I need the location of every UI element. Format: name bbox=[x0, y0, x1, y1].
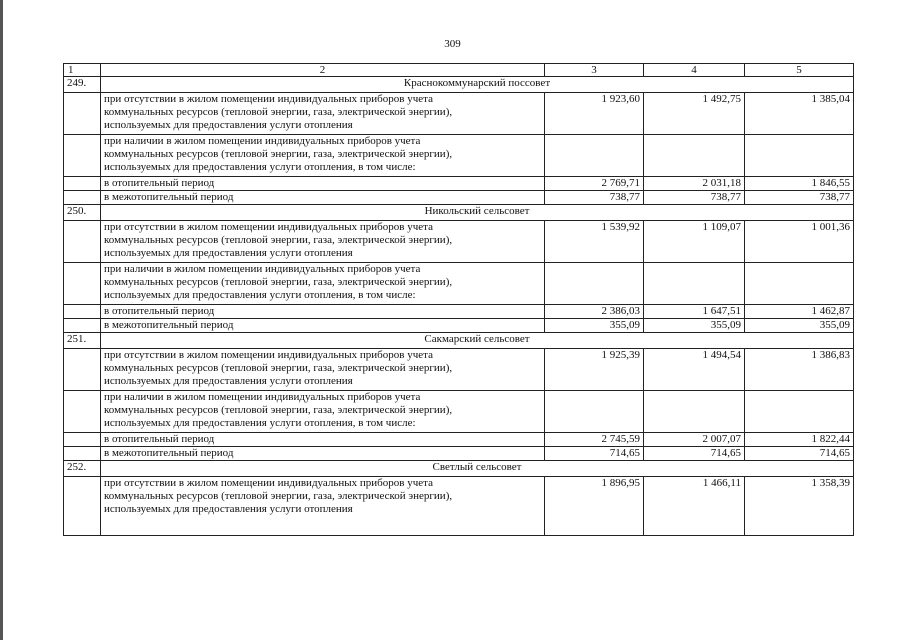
value-cell-v4: 355,09 bbox=[644, 319, 745, 333]
value-cell-v5: 1 358,39 bbox=[745, 477, 854, 536]
description-line: коммунальных ресурсов (тепловой энергии, газа, электрической энергии), bbox=[104, 276, 453, 289]
value-cell-v5: 1 846,55 bbox=[745, 177, 854, 191]
header-cell: 2 bbox=[101, 64, 545, 77]
description-line: в межотопительный период bbox=[104, 191, 234, 203]
index-cell bbox=[64, 433, 101, 447]
value-cell-v5: 1 386,83 bbox=[745, 349, 854, 391]
data-row bbox=[64, 433, 854, 447]
header-cell: 1 bbox=[64, 64, 101, 77]
index-cell bbox=[64, 177, 101, 191]
data-row bbox=[64, 221, 854, 263]
index-cell bbox=[64, 135, 101, 177]
data-row bbox=[64, 305, 854, 319]
value-cell-v5: 1 822,44 bbox=[745, 433, 854, 447]
description-line: при отсутствии в жилом помещении индивидуальных приборов учета bbox=[104, 221, 433, 233]
description-line: используемых для предоставления услуги отопления bbox=[104, 247, 353, 260]
value-cell-v3 bbox=[545, 135, 644, 177]
description-line: в межотопительный период bbox=[104, 319, 234, 331]
description-line: используемых для предоставления услуги отопления, в том числе: bbox=[104, 289, 416, 302]
section-index: 251. bbox=[64, 333, 101, 349]
description-cell bbox=[101, 93, 545, 135]
description-cell bbox=[101, 221, 545, 263]
description-line: коммунальных ресурсов (тепловой энергии, газа, электрической энергии), bbox=[104, 234, 453, 247]
data-row bbox=[64, 391, 854, 433]
data-row bbox=[64, 319, 854, 333]
value-cell-v3: 1 923,60 bbox=[545, 93, 644, 135]
description-cell bbox=[101, 135, 545, 177]
description-line: при отсутствии в жилом помещении индивидуальных приборов учета bbox=[104, 477, 433, 489]
value-cell-v5: 1 385,04 bbox=[745, 93, 854, 135]
description-line: используемых для предоставления услуги отопления bbox=[104, 375, 353, 388]
section-row bbox=[64, 461, 854, 477]
data-row bbox=[64, 477, 854, 536]
value-cell-v4: 1 466,11 bbox=[644, 477, 745, 536]
section-row bbox=[64, 205, 854, 221]
description-cell bbox=[101, 349, 545, 391]
description-line: при наличии в жилом помещении индивидуальных приборов учета bbox=[104, 263, 421, 275]
value-cell-v3: 2 769,71 bbox=[545, 177, 644, 191]
description-cell bbox=[101, 433, 545, 447]
section-row bbox=[64, 333, 854, 349]
value-cell-v4: 2 031,18 bbox=[644, 177, 745, 191]
value-cell-v3: 2 386,03 bbox=[545, 305, 644, 319]
header-cell: 3 bbox=[545, 64, 644, 77]
description-line: используемых для предоставления услуги отопления, в том числе: bbox=[104, 161, 416, 174]
description-line: используемых для предоставления услуги отопления, в том числе: bbox=[104, 417, 416, 430]
description-cell bbox=[101, 191, 545, 205]
section-index: 249. bbox=[64, 77, 101, 93]
value-cell-v5: 738,77 bbox=[745, 191, 854, 205]
data-row bbox=[64, 191, 854, 205]
description-line: при отсутствии в жилом помещении индивидуальных приборов учета bbox=[104, 349, 433, 361]
data-row bbox=[64, 135, 854, 177]
section-title: Никольский сельсовет bbox=[101, 205, 854, 221]
value-cell-v4 bbox=[644, 263, 745, 305]
value-cell-v3: 2 745,59 bbox=[545, 433, 644, 447]
index-cell bbox=[64, 221, 101, 263]
index-cell bbox=[64, 93, 101, 135]
value-cell-v5: 714,65 bbox=[745, 447, 854, 461]
index-cell bbox=[64, 191, 101, 205]
description-line: коммунальных ресурсов (тепловой энергии, газа, электрической энергии), bbox=[104, 490, 453, 503]
section-title: Краснокоммунарский поссовет bbox=[101, 77, 854, 93]
description-line: в межотопительный период bbox=[104, 447, 234, 459]
value-cell-v4: 1 492,75 bbox=[644, 93, 745, 135]
value-cell-v3: 1 925,39 bbox=[545, 349, 644, 391]
section-title: Сакмарский сельсовет bbox=[101, 333, 854, 349]
description-cell bbox=[101, 319, 545, 333]
description-line: коммунальных ресурсов (тепловой энергии, газа, электрической энергии), bbox=[104, 362, 453, 375]
data-row bbox=[64, 447, 854, 461]
value-cell-v4: 1 494,54 bbox=[644, 349, 745, 391]
index-cell bbox=[64, 447, 101, 461]
description-line: коммунальных ресурсов (тепловой энергии, газа, электрической энергии), bbox=[104, 106, 453, 119]
header-cell: 5 bbox=[745, 64, 854, 77]
description-line: используемых для предоставления услуги отопления bbox=[104, 503, 353, 516]
description-cell bbox=[101, 447, 545, 461]
description-line: используемых для предоставления услуги отопления bbox=[104, 119, 353, 132]
value-cell-v5 bbox=[745, 391, 854, 433]
description-line: в отопительный период bbox=[104, 433, 215, 445]
description-cell bbox=[101, 391, 545, 433]
index-cell bbox=[64, 349, 101, 391]
value-cell-v3: 714,65 bbox=[545, 447, 644, 461]
value-cell-v5 bbox=[745, 135, 854, 177]
value-cell-v5 bbox=[745, 263, 854, 305]
value-cell-v4 bbox=[644, 391, 745, 433]
scan-edge bbox=[0, 0, 3, 640]
value-cell-v3: 738,77 bbox=[545, 191, 644, 205]
tariff-table bbox=[63, 63, 854, 536]
data-row bbox=[64, 349, 854, 391]
description-cell bbox=[101, 177, 545, 191]
value-cell-v5: 355,09 bbox=[745, 319, 854, 333]
value-cell-v4: 738,77 bbox=[644, 191, 745, 205]
header-cell: 4 bbox=[644, 64, 745, 77]
index-cell bbox=[64, 263, 101, 305]
value-cell-v3: 1 539,92 bbox=[545, 221, 644, 263]
value-cell-v4: 1 109,07 bbox=[644, 221, 745, 263]
section-index: 250. bbox=[64, 205, 101, 221]
value-cell-v3 bbox=[545, 263, 644, 305]
value-cell-v4 bbox=[644, 135, 745, 177]
value-cell-v3: 355,09 bbox=[545, 319, 644, 333]
description-cell bbox=[101, 477, 545, 536]
description-cell bbox=[101, 305, 545, 319]
description-line: коммунальных ресурсов (тепловой энергии, газа, электрической энергии), bbox=[104, 404, 453, 417]
description-line: в отопительный период bbox=[104, 305, 215, 317]
value-cell-v4: 2 007,07 bbox=[644, 433, 745, 447]
description-cell bbox=[101, 263, 545, 305]
value-cell-v3: 1 896,95 bbox=[545, 477, 644, 536]
description-line: в отопительный период bbox=[104, 177, 215, 189]
page-number: 309 bbox=[444, 38, 461, 50]
data-row bbox=[64, 93, 854, 135]
description-line: при наличии в жилом помещении индивидуальных приборов учета bbox=[104, 391, 421, 403]
data-row bbox=[64, 263, 854, 305]
section-title: Светлый сельсовет bbox=[101, 461, 854, 477]
index-cell bbox=[64, 391, 101, 433]
data-row bbox=[64, 177, 854, 191]
value-cell-v4: 714,65 bbox=[644, 447, 745, 461]
value-cell-v5: 1 462,87 bbox=[745, 305, 854, 319]
description-line: при отсутствии в жилом помещении индивидуальных приборов учета bbox=[104, 93, 433, 105]
value-cell-v5: 1 001,36 bbox=[745, 221, 854, 263]
header-row bbox=[64, 64, 854, 77]
value-cell-v3 bbox=[545, 391, 644, 433]
description-line: при наличии в жилом помещении индивидуальных приборов учета bbox=[104, 135, 421, 147]
index-cell bbox=[64, 477, 101, 536]
section-index: 252. bbox=[64, 461, 101, 477]
section-row bbox=[64, 77, 854, 93]
index-cell bbox=[64, 319, 101, 333]
description-line: коммунальных ресурсов (тепловой энергии, газа, электрической энергии), bbox=[104, 148, 453, 161]
value-cell-v4: 1 647,51 bbox=[644, 305, 745, 319]
index-cell bbox=[64, 305, 101, 319]
